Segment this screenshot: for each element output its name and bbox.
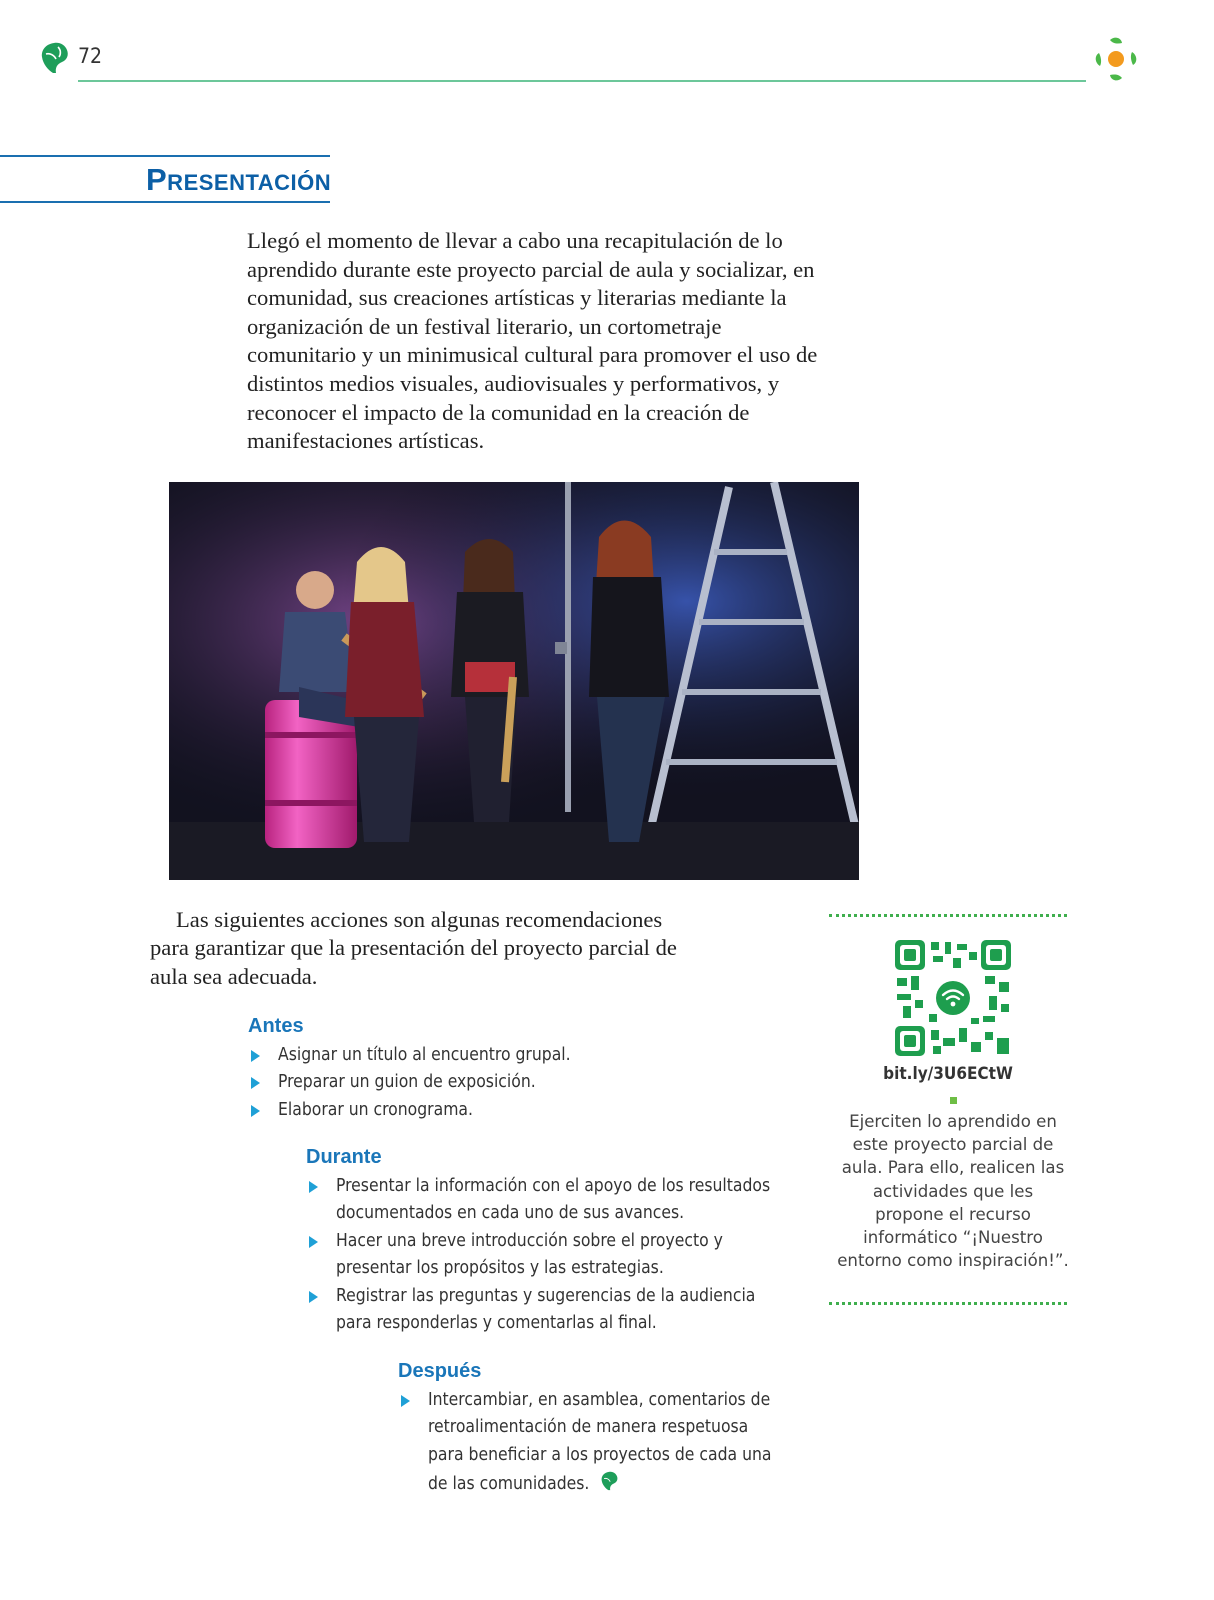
stage-despues-list [398, 1387, 788, 1499]
triangle-bullet-icon [309, 1236, 318, 1248]
triangle-bullet-icon [251, 1050, 260, 1062]
list-item: Elaborar un cronograma. [248, 1097, 668, 1124]
green-square-icon [950, 1097, 957, 1104]
triangle-bullet-icon [251, 1077, 260, 1089]
recommendations-paragraph: Las siguientes acciones son algunas recomendaciones para garantizar que la presentación del proyecto parcial de aula sea adecuada. [150, 907, 677, 989]
triangle-bullet-icon [309, 1181, 318, 1193]
stage-antes-title: Antes [248, 1015, 304, 1037]
triangle-bullet-icon [401, 1395, 410, 1407]
stage-durante-list [306, 1173, 786, 1337]
list-item: Preparar un guion de exposición. [248, 1069, 668, 1096]
stage-durante-title: Durante [306, 1146, 382, 1168]
triangle-bullet-icon [251, 1105, 260, 1117]
sidebar-text: Ejerciten lo aprendido en este proyecto parcial de aula. Para ello, realicen las actividades que les propone el recurso informático “¡Nuestro entorno como inspiración!”. [837, 1112, 1069, 1271]
stage-antes-list [248, 1042, 668, 1124]
list-item: Intercambiar, en asamblea, comentarios de retroalimentación de manera respetuosa para beneficiar a los proyectos de cada una de las comunidades. [398, 1387, 788, 1499]
stage-antes [248, 1015, 668, 1124]
leaf-icon [36, 40, 72, 76]
intro-paragraph: Llegó el momento de llevar a cabo una recapitulación de lo aprendido durante este proyecto parcial de aula y socializar, en comunidad, sus creaciones artísticas y literarias mediante la organización de un festival literario, un cortometraje comunitario y un minimusical cultural para promover el uso de distintos medios visuales, audiovisuales y performativos, y reconocer el impacto de la comunidad en la creación de manifestaciones artísticas. [247, 228, 818, 454]
resource-link[interactable]: bit.ly/3U6ECtW [883, 1064, 1013, 1084]
title-rule-top [0, 155, 330, 157]
sidebar-dotted-rule-bottom [829, 1302, 1067, 1305]
stage-durante [306, 1146, 786, 1337]
leaf-end-icon [598, 1469, 620, 1493]
list-item: Presentar la información con el apoyo de los resultados documentados en cada uno de sus avances. [306, 1173, 786, 1228]
section-title: Presentación [146, 162, 332, 197]
stage-despues [398, 1360, 788, 1499]
triangle-bullet-icon [309, 1291, 318, 1303]
title-rule-bottom [0, 201, 330, 203]
photo-of-four-teens-on-stage-icon [169, 482, 859, 880]
list-item: Asignar un título al encuentro grupal. [248, 1042, 668, 1069]
page-number: 72 [78, 44, 103, 68]
colorful-flower-logo-icon [1090, 34, 1142, 84]
qr-code-icon[interactable] [893, 938, 1013, 1058]
list-item: Registrar las preguntas y sugerencias de la audiencia para responderlas y comentarlas al final. [306, 1283, 786, 1338]
list-item: Hacer una breve introducción sobre el proyecto y presentar los propósitos y las estrategias. [306, 1228, 786, 1283]
sidebar-dotted-rule-top [829, 914, 1067, 917]
header-rule [78, 80, 1086, 82]
stage-despues-title: Después [398, 1360, 482, 1382]
